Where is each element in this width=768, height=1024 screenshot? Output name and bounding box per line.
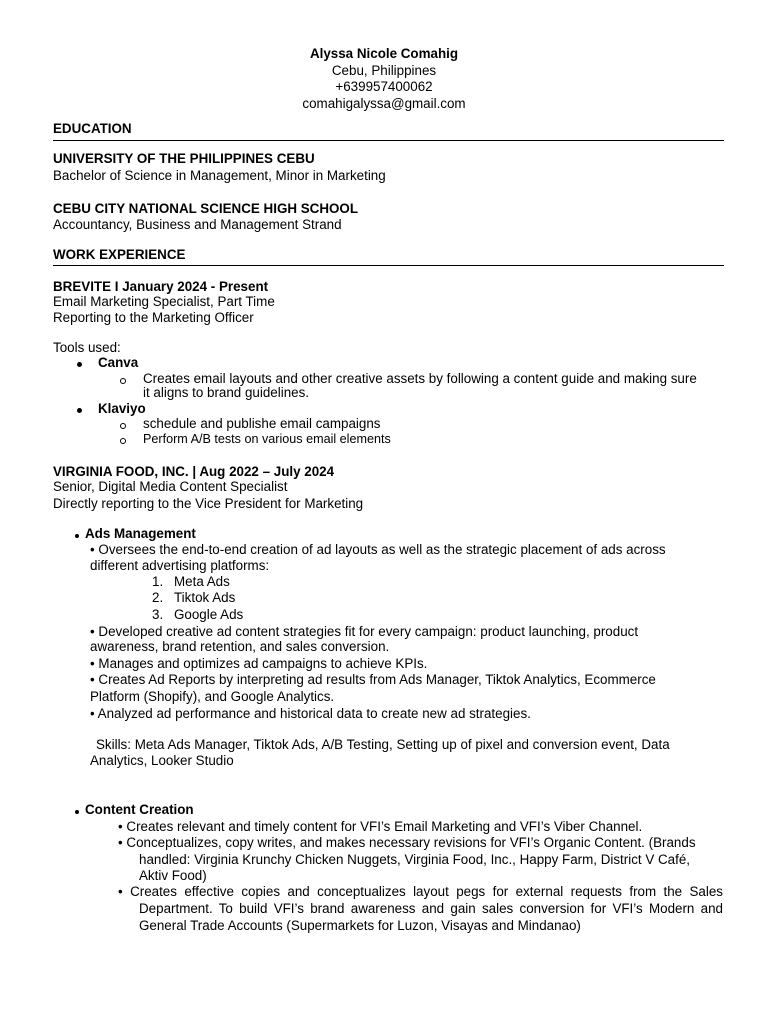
job-reporting: Reporting to the Marketing Officer <box>53 310 254 325</box>
tool-item: schedule and publishe email campaigns <box>143 416 381 431</box>
job-title: VIRGINIA FOOD, INC. | Aug 2022 – July 2024 <box>53 464 335 479</box>
skills-line: Skills: Meta Ads Manager, Tiktok Ads, A/B Testing, Setting up of pixel and conversion event, Data <box>96 737 670 752</box>
platform-number: 1. <box>152 574 164 589</box>
tool-item: Creates email layouts and other creative assets by following a content guide and making sure <box>143 371 697 386</box>
location: Cebu, Philippines <box>331 63 437 78</box>
content-line: Aktiv Food) <box>139 868 207 883</box>
school-detail: Bachelor of Science in Management, Minor in Marketing <box>53 168 386 183</box>
email: comahigalyssa@gmail.com <box>302 96 466 111</box>
content-line: • Creates effective copies and conceptualizes layout pegs for external requests from the Sales <box>118 884 723 899</box>
platform-item: Tiktok Ads <box>174 590 236 605</box>
job-role: Senior, Digital Media Content Specialist <box>53 479 288 494</box>
content-line: • Creates relevant and timely content for VFI’s Email Marketing and VFI’s Viber Channel. <box>118 819 643 834</box>
work-rule <box>53 265 724 266</box>
phone: +639957400062 <box>335 79 433 94</box>
ads-line: • Creates Ad Reports by interpreting ad results from Ads Manager, Tiktok Analytics, Ecommerce <box>90 672 656 687</box>
content-line: Department. To build VFI’s brand awareness and gain sales conversion for VFI’s Modern and <box>139 901 723 916</box>
school-name: CEBU CITY NATIONAL SCIENCE HIGH SCHOOL <box>53 201 359 216</box>
platform-item: Google Ads <box>174 607 244 622</box>
job-role: Email Marketing Specialist, Part Time <box>53 294 275 309</box>
tool-name: Canva <box>98 355 139 370</box>
tool-item: it aligns to brand guidelines. <box>143 385 310 400</box>
platform-number: 3. <box>152 607 164 622</box>
ads-line: • Developed creative ad content strategies fit for every campaign: product launching, product <box>90 624 639 639</box>
ads-line: different advertising platforms: <box>90 558 270 573</box>
job-reporting: Directly reporting to the Vice President for Marketing <box>53 496 364 511</box>
ads-line: • Oversees the end-to-end creation of ad layouts as well as the strategic placement of ads across <box>90 542 666 557</box>
ads-line: Platform (Shopify), and Google Analytics. <box>90 689 335 704</box>
ads-line: awareness, brand retention, and sales conversion. <box>90 639 390 654</box>
applicant-name: Alyssa Nicole Comahig <box>309 46 459 61</box>
bullet-icon <box>75 810 79 814</box>
tools-label: Tools used: <box>53 340 121 355</box>
bullet-icon <box>77 362 82 367</box>
tool-name: Klaviyo <box>98 401 146 416</box>
education-heading: EDUCATION <box>53 121 132 136</box>
section-heading: Ads Management <box>85 526 196 541</box>
school-name: UNIVERSITY OF THE PHILIPPINES CEBU <box>53 151 315 166</box>
ads-line: • Manages and optimizes ad campaigns to achieve KPIs. <box>90 656 428 671</box>
content-line: handled: Virginia Krunchy Chicken Nuggets, Virginia Food, Inc., Happy Farm, District V Café, <box>139 852 691 867</box>
bullet-icon <box>77 408 82 413</box>
work-heading: WORK EXPERIENCE <box>53 247 186 262</box>
section-heading: Content Creation <box>85 802 194 817</box>
platform-item: Meta Ads <box>174 574 230 589</box>
skills-line: Analytics, Looker Studio <box>90 753 234 768</box>
job-title: BREVITE I January 2024 - Present <box>53 279 269 294</box>
platform-number: 2. <box>152 590 164 605</box>
sub-bullet-icon <box>120 438 126 444</box>
ads-line: • Analyzed ad performance and historical data to create new ad strategies. <box>90 706 531 721</box>
school-detail: Accountancy, Business and Management Strand <box>53 217 342 232</box>
tool-item: Perform A/B tests on various email elements <box>143 432 391 446</box>
education-rule <box>53 140 724 141</box>
content-line: • Conceptualizes, copy writes, and makes necessary revisions for VFI’s Organic Content. (Brands <box>118 835 696 850</box>
sub-bullet-icon <box>120 423 126 429</box>
bullet-icon <box>75 534 79 538</box>
content-line: General Trade Accounts (Supermarkets for Luzon, Visayas and Mindanao) <box>139 918 581 933</box>
sub-bullet-icon <box>120 378 126 384</box>
